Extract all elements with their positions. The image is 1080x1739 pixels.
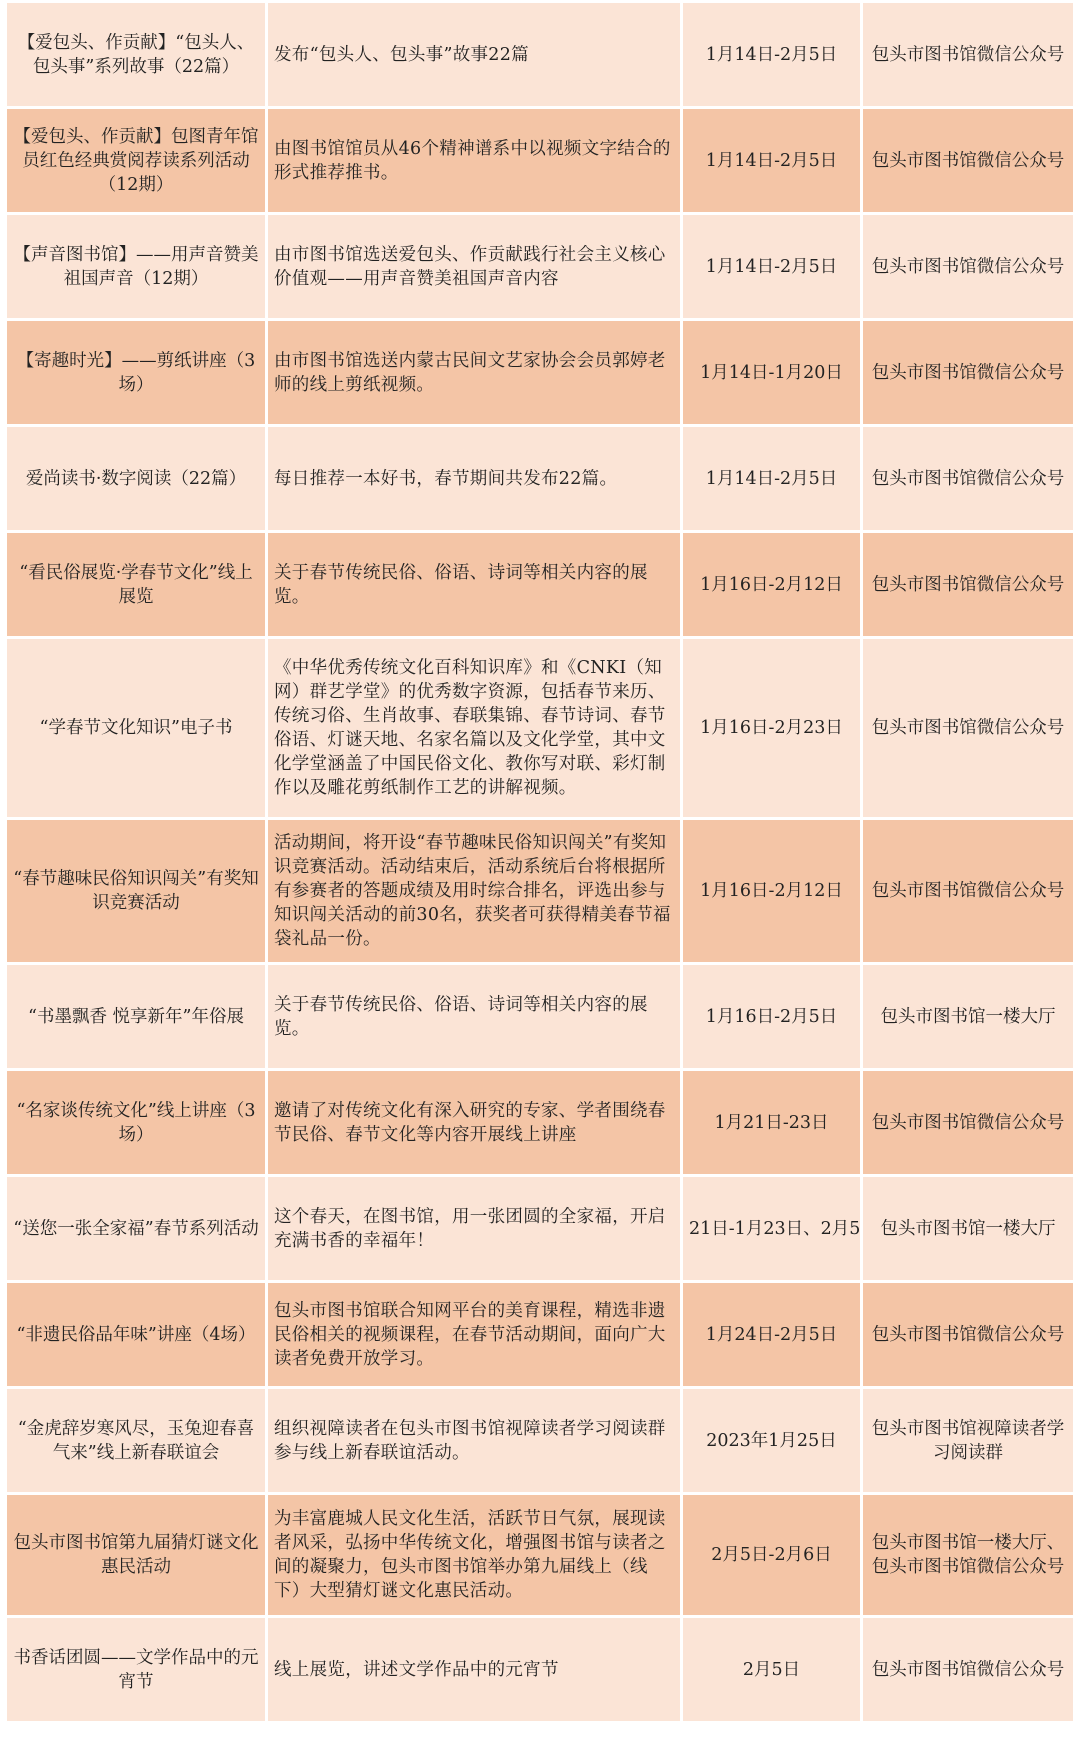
event-description: 由图书馆馆员从46个精神谱系中以视频文字结合的形式推荐推书。 [268,109,680,212]
event-description: 发布“包头人、包头事”故事22篇 [268,3,680,106]
event-date: 2023年1月25日 [683,1389,860,1492]
event-date: 1月16日-2月12日 [683,820,860,962]
event-description: 《中华优秀传统文化百科知识库》和《CNKI（知网）群艺学堂》的优秀数字资源，包括春节来历、传统习俗、生肖故事、春联集锦、春节诗词、春节俗语、灯谜天地、名家名篇以及文化学堂，其中文化学堂涵盖了中国民俗文化、教你写对联、彩灯制作以及雕花剪纸制作工艺的讲解视频。 [268,639,680,817]
table-row [7,639,1073,817]
event-description: 组织视障读者在包头市图书馆视障读者学习阅读群参与线上新春联谊活动。 [268,1389,680,1492]
event-description: 关于春节传统民俗、俗语、诗词等相关内容的展览。 [268,965,680,1068]
table-row [7,321,1073,424]
table-row [7,1071,1073,1174]
table-row [7,965,1073,1068]
event-venue: 包头市图书馆微信公众号 [863,3,1073,106]
event-description: 为丰富鹿城人民文化生活，活跃节日气氛，展现读者风采，弘扬中华传统文化，增强图书馆与读者之间的凝聚力，包头市图书馆举办第九届线上（线下）大型猜灯谜文化惠民活动。 [268,1495,680,1615]
table-row [7,533,1073,636]
event-description: 邀请了对传统文化有深入研究的专家、学者围绕春节民俗、春节文化等内容开展线上讲座 [268,1071,680,1174]
event-date: 21日-1月23日、2月5 [683,1177,860,1280]
table-row [7,3,1073,106]
event-name: 【爱包头、作贡献】包图青年馆员红色经典赏阅荐读系列活动（12期） [7,109,265,212]
event-venue: 包头市图书馆微信公众号 [863,427,1073,530]
table-row [7,1177,1073,1280]
event-description: 关于春节传统民俗、俗语、诗词等相关内容的展览。 [268,533,680,636]
event-venue: 包头市图书馆一楼大厅、包头市图书馆微信公众号 [863,1495,1073,1615]
event-venue: 包头市图书馆微信公众号 [863,215,1073,318]
event-date: 1月14日-2月5日 [683,3,860,106]
event-date: 2月5日-2月6日 [683,1495,860,1615]
event-name: 爱尚读书·数字阅读（22篇） [7,427,265,530]
table-row [7,820,1073,962]
event-date: 1月16日-2月12日 [683,533,860,636]
event-venue: 包头市图书馆微信公众号 [863,820,1073,962]
table-row [7,215,1073,318]
event-venue: 包头市图书馆微信公众号 [863,109,1073,212]
table-row [7,427,1073,530]
event-name: 书香话团圆——文学作品中的元宵节 [7,1618,265,1721]
event-date: 2月5日 [683,1618,860,1721]
events-table [4,0,1076,1724]
table-row [7,1495,1073,1615]
event-description: 由市图书馆选送爱包头、作贡献践行社会主义核心价值观——用声音赞美祖国声音内容 [268,215,680,318]
table-row [7,1618,1073,1721]
event-venue: 包头市图书馆微信公众号 [863,1071,1073,1174]
event-venue: 包头市图书馆微信公众号 [863,321,1073,424]
event-description: 线上展览，讲述文学作品中的元宵节 [268,1618,680,1721]
event-name: 【声音图书馆】——用声音赞美祖国声音（12期） [7,215,265,318]
event-date: 1月14日-2月5日 [683,109,860,212]
event-venue: 包头市图书馆微信公众号 [863,1283,1073,1386]
event-name: “非遗民俗品年味”讲座（4场） [7,1283,265,1386]
event-description: 包头市图书馆联合知网平台的美育课程，精选非遗民俗相关的视频课程，在春节活动期间，面向广大读者免费开放学习。 [268,1283,680,1386]
event-date: 1月21日-23日 [683,1071,860,1174]
event-name: 【寄趣时光】——剪纸讲座（3场） [7,321,265,424]
event-venue: 包头市图书馆微信公众号 [863,639,1073,817]
event-venue: 包头市图书馆一楼大厅 [863,1177,1073,1280]
event-date: 1月14日-2月5日 [683,215,860,318]
event-venue: 包头市图书馆微信公众号 [863,533,1073,636]
event-name: “名家谈传统文化”线上讲座（3场） [7,1071,265,1174]
event-description: 活动期间，将开设“春节趣味民俗知识闯关”有奖知识竞赛活动。活动结束后，活动系统后台将根据所有参赛者的答题成绩及用时综合排名，评选出参与知识闯关活动的前30名，获奖者可获得精美春节福袋礼品一份。 [268,820,680,962]
table-row [7,1389,1073,1492]
event-name: “学春节文化知识”电子书 [7,639,265,817]
event-description: 由市图书馆选送内蒙古民间文艺家协会会员郭婷老师的线上剪纸视频。 [268,321,680,424]
event-name: “书墨飘香 悦享新年”年俗展 [7,965,265,1068]
event-name: “看民俗展览·学春节文化”线上展览 [7,533,265,636]
events-table-body [7,3,1073,1721]
event-name: “春节趣味民俗知识闯关”有奖知识竞赛活动 [7,820,265,962]
event-name: “送您一张全家福”春节系列活动 [7,1177,265,1280]
event-venue: 包头市图书馆微信公众号 [863,1618,1073,1721]
event-date: 1月14日-2月5日 [683,427,860,530]
event-name: 【爱包头、作贡献】“包头人、包头事”系列故事（22篇） [7,3,265,106]
table-row [7,109,1073,212]
event-date: 1月14日-1月20日 [683,321,860,424]
event-date: 1月24日-2月5日 [683,1283,860,1386]
event-description: 这个春天，在图书馆，用一张团圆的全家福，开启充满书香的幸福年！ [268,1177,680,1280]
event-venue: 包头市图书馆一楼大厅 [863,965,1073,1068]
event-date: 1月16日-2月23日 [683,639,860,817]
table-row [7,1283,1073,1386]
event-date: 1月16日-2月5日 [683,965,860,1068]
event-name: “金虎辞岁寒风尽，玉兔迎春喜气来”线上新春联谊会 [7,1389,265,1492]
event-venue: 包头市图书馆视障读者学习阅读群 [863,1389,1073,1492]
event-description: 每日推荐一本好书，春节期间共发布22篇。 [268,427,680,530]
event-name: 包头市图书馆第九届猜灯谜文化惠民活动 [7,1495,265,1615]
